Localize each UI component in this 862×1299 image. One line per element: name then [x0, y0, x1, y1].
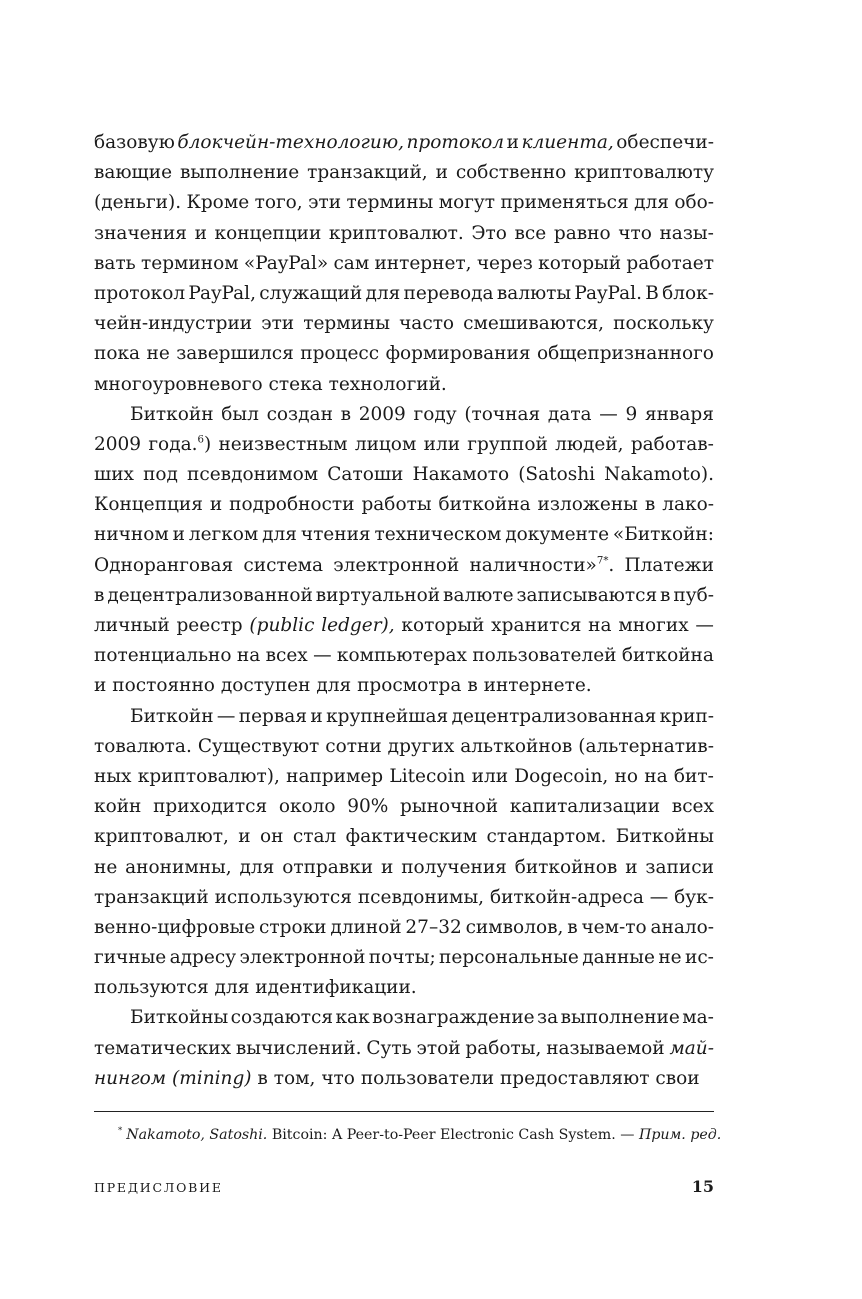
text-line	[94, 430, 714, 460]
word: Платежи	[624, 554, 714, 576]
word: псевдонимы,	[357, 886, 485, 908]
word: получения	[401, 856, 507, 878]
text-line	[94, 249, 714, 279]
word: криптовалют),	[137, 765, 280, 787]
word: Сатоши	[327, 464, 404, 486]
word	[94, 1064, 166, 1094]
word: часто	[399, 313, 455, 335]
word: ничном	[94, 524, 169, 546]
word: компьютерах	[336, 645, 467, 667]
word: криптовалют.	[328, 222, 464, 244]
text-line	[94, 732, 714, 762]
word: техническом	[374, 524, 502, 546]
word: Кроме	[186, 192, 250, 214]
word: ис-	[684, 947, 714, 969]
text-line	[94, 913, 714, 943]
text-line	[94, 853, 714, 883]
word: для	[214, 977, 250, 999]
word: и	[94, 675, 107, 697]
word: в	[660, 584, 671, 606]
word	[249, 611, 314, 641]
word: общепризнанного	[536, 343, 714, 365]
word: вающие	[94, 162, 173, 184]
word: потенциально	[94, 645, 232, 667]
word: вознаграждение	[372, 1007, 535, 1029]
word	[321, 611, 394, 641]
word: символов,	[465, 916, 564, 938]
word: транзакций,	[307, 162, 428, 184]
word: длиной	[330, 916, 402, 938]
word: на	[236, 645, 261, 667]
word: для	[262, 524, 297, 546]
word: концепции	[214, 222, 322, 244]
word: был	[221, 403, 259, 425]
text-line	[94, 188, 714, 218]
word: ма-	[682, 1007, 714, 1029]
word	[669, 1034, 714, 1064]
word: термином	[141, 252, 239, 274]
word: PayPal.	[574, 282, 642, 304]
word: на	[588, 615, 612, 636]
word: «Биткойн:	[612, 524, 714, 546]
paragraph	[94, 400, 714, 702]
word: интернете.	[483, 675, 592, 697]
word: —	[599, 403, 618, 425]
word: выполнение	[179, 162, 300, 184]
page-number: 15	[691, 1177, 714, 1196]
word: 90%	[347, 796, 389, 818]
word: (точная	[464, 403, 541, 425]
word: валюты	[496, 282, 572, 304]
word: перевода	[403, 282, 494, 304]
text-line	[94, 762, 714, 792]
word: электронной	[333, 554, 460, 576]
word: 2009	[94, 433, 142, 455]
footnote-ref: 7*	[596, 555, 609, 566]
word: койн	[94, 796, 142, 818]
text-line	[94, 128, 714, 158]
footnote-editor-note: Прим. ред.	[638, 1127, 722, 1143]
word: технологий.	[328, 373, 447, 395]
word: (Satoshi	[518, 464, 596, 486]
word: стандартом.	[486, 826, 607, 848]
word: в	[644, 494, 656, 516]
word: служащий	[259, 282, 363, 304]
paragraph	[94, 1003, 714, 1094]
word: могут	[438, 192, 496, 214]
text-line	[94, 279, 714, 309]
word: децентрализованная	[451, 705, 657, 727]
word: для	[634, 192, 669, 214]
word: транзакций	[94, 886, 209, 908]
word: биткойнов	[514, 856, 618, 878]
word: Концепция	[94, 494, 203, 516]
word: людей,	[555, 433, 624, 455]
footnote-title: Bitcoin: A Peer-to-Peer Electronic Cash System. —	[271, 1127, 635, 1143]
word: не	[94, 856, 118, 878]
text-line	[94, 158, 714, 188]
text-line	[94, 883, 714, 913]
word: или	[471, 765, 509, 787]
word: адресу	[169, 947, 237, 969]
text-line	[94, 309, 714, 339]
word: биткойн-адреса	[489, 886, 644, 908]
word: бук-	[674, 886, 714, 908]
word: и	[506, 132, 519, 153]
word: приходится	[153, 796, 268, 818]
word: изложены	[537, 494, 638, 516]
word: почты;	[368, 947, 436, 969]
word	[521, 128, 613, 158]
word: Dogecoin,	[514, 765, 609, 787]
word: Существуют	[197, 735, 320, 757]
footnote-rule	[94, 1111, 714, 1112]
word: 2009	[358, 403, 406, 425]
word: 27–32	[405, 916, 462, 938]
word: просмотра	[357, 675, 462, 697]
word: эти	[308, 192, 342, 214]
word: подробности	[229, 494, 355, 516]
word: и	[310, 705, 323, 727]
word: завершился	[176, 343, 294, 365]
word: Накамото	[412, 464, 510, 486]
word: (альтернатив-	[578, 735, 714, 757]
word: пользователей	[472, 645, 617, 667]
word	[407, 128, 505, 158]
word	[172, 1064, 251, 1094]
word: через	[476, 252, 533, 274]
footnote	[118, 1125, 722, 1145]
italic-term: блокчейн-технологию,	[177, 132, 404, 153]
word: и	[380, 856, 394, 878]
word: для	[239, 856, 275, 878]
word: 9	[625, 403, 638, 425]
word: для	[365, 282, 401, 304]
word: формирования	[385, 343, 531, 365]
word: PayPal,	[188, 282, 256, 304]
word: создан	[266, 403, 333, 425]
word: как	[335, 1007, 370, 1029]
word: блок-	[662, 282, 714, 304]
italic-term: ledger),	[321, 615, 395, 636]
text-line	[94, 702, 714, 732]
word: первая	[238, 705, 307, 727]
word: собственно	[455, 162, 567, 184]
text-line	[94, 219, 714, 249]
italic-term: (mining)	[172, 1067, 252, 1089]
word: гичные	[94, 947, 167, 969]
word: идентификации.	[255, 977, 417, 999]
word: Биткойны	[615, 826, 714, 848]
word: процесс	[300, 343, 380, 365]
word	[177, 128, 404, 158]
word: (деньги).	[94, 192, 182, 214]
word: венно-цифровые	[94, 916, 256, 938]
word: сам	[333, 252, 370, 274]
paragraph	[94, 702, 714, 1004]
word: работы,	[465, 1037, 542, 1059]
word: децентрализованной	[107, 584, 313, 606]
word: биткойна	[621, 645, 714, 667]
word: что	[321, 1067, 355, 1089]
text-line	[94, 671, 714, 701]
footnote-ref: 6	[197, 434, 204, 446]
word: пуб-	[673, 584, 714, 606]
text-line	[94, 1034, 714, 1064]
text-line	[94, 551, 714, 581]
word: значения	[94, 222, 187, 244]
word: стека	[268, 373, 323, 395]
word: смешиваются,	[463, 313, 605, 335]
word: в	[257, 1067, 268, 1089]
paragraph	[94, 128, 714, 400]
text-line	[94, 1064, 714, 1094]
word: реестр	[176, 615, 243, 636]
word: протокол	[94, 282, 186, 304]
word: Это	[471, 222, 507, 244]
word: доступен	[220, 675, 311, 697]
word: легком	[188, 524, 259, 546]
word: например	[286, 765, 384, 787]
word: свои	[655, 1067, 700, 1089]
word: обеспечи-	[616, 132, 714, 153]
word: который	[538, 252, 622, 274]
text-line	[94, 792, 714, 822]
word: в	[467, 675, 478, 697]
word: работы	[361, 494, 432, 516]
word: и	[238, 826, 251, 848]
word: стал	[292, 826, 337, 848]
word: чем-то	[581, 916, 647, 938]
word: неизвестным	[218, 433, 348, 455]
word: работав-	[630, 433, 714, 455]
word: крупнейшая	[326, 705, 449, 727]
word: не	[658, 947, 682, 969]
text-line	[94, 490, 714, 520]
word: всех	[265, 645, 308, 667]
text-line	[94, 339, 714, 369]
word: или	[423, 433, 461, 455]
word: других	[387, 735, 455, 757]
word: чейн-индустрии	[94, 313, 253, 335]
italic-term: май-	[669, 1037, 714, 1059]
word: постоянно	[112, 675, 215, 697]
word: дата	[547, 403, 592, 425]
word: криптовалюту	[574, 162, 714, 184]
text-line	[94, 973, 714, 1003]
word: термины	[303, 313, 391, 335]
word: в	[340, 403, 352, 425]
text-line	[94, 460, 714, 490]
word: выполнение	[560, 1007, 680, 1029]
word: лицом	[354, 433, 417, 455]
word: том,	[273, 1067, 316, 1089]
word: валюте	[443, 584, 514, 606]
word: назы-	[659, 222, 714, 244]
word: документе	[505, 524, 610, 546]
word: за	[537, 1007, 559, 1029]
word: Суть	[366, 1037, 412, 1059]
word: того,	[254, 192, 303, 214]
word: не	[146, 343, 170, 365]
word: вычислений.	[235, 1037, 362, 1059]
word: пока	[94, 343, 141, 365]
word: для	[316, 675, 352, 697]
footnote-marker: *	[118, 1125, 123, 1136]
text-line	[94, 581, 714, 611]
word: анонимны,	[125, 856, 232, 878]
word: пользователи	[360, 1067, 495, 1089]
word: называемой	[546, 1037, 665, 1059]
word: бит-	[673, 765, 714, 787]
italic-term: нингом	[94, 1067, 167, 1089]
word: Одноранговая	[94, 554, 234, 576]
word: пользуются	[94, 977, 209, 999]
word: крип-	[659, 705, 714, 727]
word: товалюта.	[94, 735, 192, 757]
text-line	[94, 641, 714, 671]
word: в	[567, 916, 578, 938]
word: система	[243, 554, 324, 576]
word: и	[209, 494, 223, 516]
text-line	[94, 822, 714, 852]
word: этой	[416, 1037, 461, 1059]
word: и	[194, 222, 207, 244]
word: он	[259, 826, 284, 848]
italic-term: (public	[249, 615, 315, 636]
word: предоставляют	[499, 1067, 650, 1089]
word: записываются	[516, 584, 658, 606]
word: Биткойн	[130, 403, 214, 425]
word: биткойна	[438, 494, 531, 516]
word: личный	[94, 615, 170, 636]
word: под	[143, 464, 178, 486]
text-line	[94, 520, 714, 550]
word: строки	[259, 916, 327, 938]
word: тематических	[94, 1037, 232, 1059]
word: ших	[94, 464, 134, 486]
word: Litecoin	[389, 765, 466, 787]
word: который	[401, 615, 485, 636]
word: данные	[582, 947, 655, 969]
word: в	[94, 584, 105, 606]
word: января	[644, 403, 714, 425]
word: году	[413, 403, 457, 425]
word: используются	[214, 886, 352, 908]
word: ных	[94, 765, 132, 787]
word: «PayPal»	[243, 252, 329, 274]
word: создаются	[230, 1007, 334, 1029]
word: интернет,	[374, 252, 472, 274]
text-line	[94, 370, 714, 400]
word: и	[435, 162, 448, 184]
word: В	[645, 282, 659, 304]
word: фактическим	[345, 826, 478, 848]
word: персональные	[439, 947, 579, 969]
word: равно	[553, 222, 611, 244]
running-head: ПРЕДИСЛОВИЕ	[94, 1180, 223, 1195]
word: все	[514, 222, 547, 244]
word: и	[625, 856, 638, 878]
text-line	[94, 400, 714, 430]
word: базовую	[94, 132, 175, 153]
word: вать	[94, 252, 136, 274]
word: наличности»$^{7*}$.	[469, 554, 615, 576]
word: около	[278, 796, 336, 818]
word: анало-	[650, 916, 714, 938]
word: и	[172, 524, 185, 546]
word: применяться	[500, 192, 629, 214]
word: многих	[618, 615, 689, 636]
word: Биткойны	[130, 1007, 229, 1029]
word: виртуальной	[315, 584, 441, 606]
word: но	[614, 765, 639, 787]
word: группой	[467, 433, 548, 455]
word: чтения	[300, 524, 371, 546]
word: работает	[626, 252, 714, 274]
word: сотни	[325, 735, 382, 757]
word: Биткойн	[130, 705, 214, 727]
word: многоуровневого	[94, 373, 263, 395]
word: альткойнов	[460, 735, 573, 757]
main-text	[94, 128, 714, 1094]
word: термины	[346, 192, 434, 214]
word: на	[644, 765, 668, 787]
word: всех	[671, 796, 714, 818]
word: электронной	[239, 947, 366, 969]
word: поскольку	[613, 313, 714, 335]
word: обо-	[674, 192, 714, 214]
footnote-author: Nakamoto, Satoshi.	[126, 1127, 268, 1143]
italic-term: клиента,	[521, 132, 614, 153]
italic-term: протокол	[406, 132, 505, 153]
word: рыночной	[400, 796, 499, 818]
text-line	[94, 1003, 714, 1033]
text-line	[94, 611, 714, 641]
word: эти	[261, 313, 295, 335]
word: года.$^6$)	[148, 433, 212, 455]
word: Nakamoto).	[604, 464, 714, 486]
word: —	[216, 705, 236, 727]
word: отправки	[282, 856, 374, 878]
text-line	[94, 943, 714, 973]
word: капитализации	[509, 796, 661, 818]
word: —	[313, 645, 332, 667]
word: псевдонимом	[187, 464, 319, 486]
word: криптовалют,	[94, 826, 229, 848]
word: лако-	[662, 494, 714, 516]
word: записи	[645, 856, 714, 878]
word: —	[695, 615, 714, 636]
word: что	[618, 222, 652, 244]
word: —	[649, 886, 669, 908]
word: хранится	[491, 615, 582, 636]
